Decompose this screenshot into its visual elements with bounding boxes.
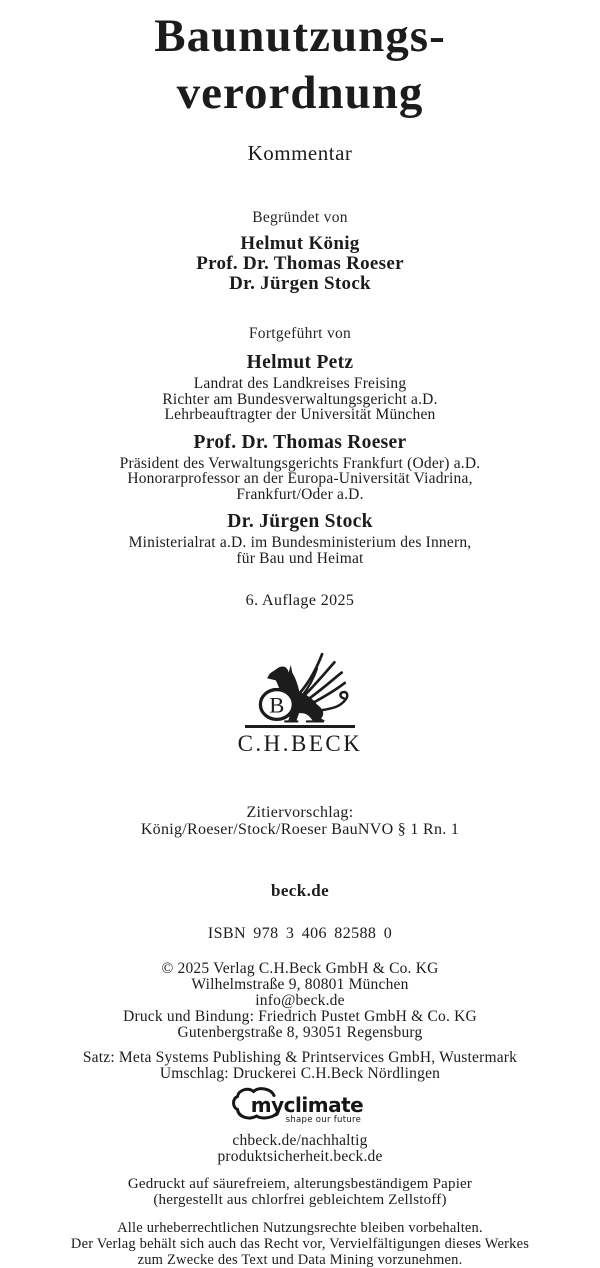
myclimate-tagline: shape our future (285, 1115, 362, 1125)
continued-label: Fortgeführt von (248, 325, 352, 342)
beck-publisher-logo (238, 651, 363, 757)
author-role: Lehrbeauftragter der Universität München (164, 406, 436, 423)
author-name-petz: Helmut Petz (246, 352, 354, 373)
author-roles-roeser (120, 456, 481, 503)
beck-griffin-icon (251, 651, 349, 723)
rights-note-line: Alle urheberrechtlichen Nutzungsrechte bleiben vorbehalten. (117, 1220, 483, 1236)
founder-name: Prof. Dr. Thomas Roeser (196, 253, 404, 274)
myclimate-logo (237, 1093, 363, 1125)
production-line: Satz: Meta Systems Publishing & Printservices GmbH, Wustermark (82, 1049, 518, 1066)
production-block (83, 1050, 517, 1082)
isbn: ISBN 978 3 406 82588 0 (207, 925, 393, 942)
myclimate-brand: myclimate (250, 1093, 364, 1117)
beck-logo-name: C.H.BECK (237, 731, 363, 756)
link-produktsicherheit: produktsicherheit.beck.de (217, 1147, 383, 1165)
production-line: Umschlag: Druckerei C.H.Beck Nördlingen (159, 1065, 441, 1082)
paper-note (128, 1177, 472, 1208)
founder-names (196, 234, 404, 294)
author-role: Frankfurt/Oder a.D. (236, 485, 364, 503)
founder-name: Dr. Jürgen Stock (229, 273, 371, 294)
book-title (154, 8, 446, 122)
paper-note-line: (hergestellt aus chlorfrei gebleichtem Zellstoff) (153, 1191, 447, 1208)
book-title-line1: Baunutzungs- (154, 10, 446, 62)
edition-note: 6. Auflage 2025 (245, 592, 355, 609)
author-roles-stock (129, 535, 472, 566)
author-name-stock: Dr. Jürgen Stock (227, 511, 373, 532)
imprint-block (123, 961, 477, 1041)
book-subtitle: Kommentar (247, 141, 353, 165)
founded-label: Begründet von (252, 209, 348, 226)
author-role: für Bau und Heimat (236, 549, 364, 567)
citation-label: Zitiervorschlag: (246, 804, 354, 821)
rights-note-line: Der Verlag behält sich auch das Recht vor, Vervielfältigungen dieses Werkes (70, 1236, 530, 1252)
rights-note-line: zum Zwecke des Text und Data Mining vorzunehmen. (137, 1252, 463, 1268)
citation-block (141, 804, 459, 838)
cloud-icon (231, 1086, 283, 1122)
myclimate-brand-row (237, 1093, 363, 1117)
beck-logo-rule (245, 725, 355, 728)
imprint-line: © 2025 Verlag C.H.Beck GmbH & Co. KG (161, 960, 439, 977)
author-roles-petz (162, 376, 437, 423)
author-role: Präsident des Verwaltungsgerichts Frankfurt (Oder) a.D. (119, 454, 481, 472)
sustainability-links (217, 1133, 382, 1164)
citation-text: König/Roeser/Stock/Roeser BauNVO § 1 Rn. 1 (140, 821, 460, 838)
imprint-line: Druck und Bindung: Friedrich Pustet GmbH & Co. KG (123, 1008, 477, 1025)
imprint-line: Wilhelmstraße 9, 80801 München (191, 976, 409, 993)
rights-note (71, 1220, 529, 1268)
author-role: Richter am Bundesverwaltungsgericht a.D. (162, 390, 438, 408)
founder-name: Helmut König (240, 233, 360, 254)
book-title-line2: verordnung (176, 67, 424, 119)
publisher-website: beck.de (270, 881, 330, 900)
link-nachhaltig: chbeck.de/nachhaltig (232, 1132, 368, 1149)
author-role: Ministerialrat a.D. im Bundesministerium des Innern, (128, 534, 472, 551)
author-role: Landrat des Landkreises Freising (193, 375, 407, 392)
imprint-line: info@beck.de (255, 992, 345, 1009)
author-role: Honorarprofessor an der Europa-Universität Viadrina, (127, 470, 473, 487)
author-name-roeser: Prof. Dr. Thomas Roeser (193, 431, 407, 453)
imprint-line: Gutenbergstraße 8, 93051 Regensburg (177, 1024, 423, 1041)
paper-note-line: Gedruckt auf säurefreiem, alterungsbeständigem Papier (127, 1176, 473, 1192)
beck-logo-letter: B (269, 692, 285, 718)
